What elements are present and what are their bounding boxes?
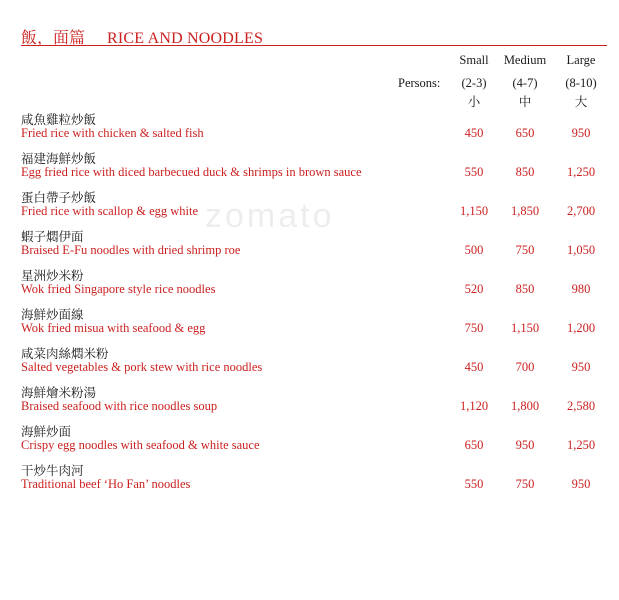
price-large: 1,250	[566, 438, 596, 452]
price-large: 950	[571, 126, 591, 140]
price-small: 1,120	[459, 399, 489, 413]
price-medium: 850	[515, 165, 535, 179]
price-large: 980	[571, 282, 591, 296]
persons-label: Persons:	[398, 76, 441, 90]
price-small: 450	[464, 126, 484, 140]
price-large: 1,200	[566, 321, 596, 335]
size-small-chinese: 小	[467, 95, 481, 109]
price-small: 550	[464, 477, 484, 491]
price-small: 650	[464, 438, 484, 452]
item-name-english: Egg fried rice with diced barbecued duck & shrimps in brown sauce	[21, 165, 362, 179]
section-title-chinese: 飯，面篇	[21, 30, 86, 47]
item-name-chinese: 海鮮燴米粉湯	[21, 386, 97, 400]
menu-item	[21, 305, 611, 341]
price-medium: 700	[515, 360, 535, 374]
price-large: 1,250	[566, 165, 596, 179]
item-name-chinese: 福建海鮮炒飯	[21, 152, 97, 166]
price-large: 950	[571, 477, 591, 491]
price-large: 2,580	[566, 399, 596, 413]
size-medium-range: (4-7)	[512, 76, 538, 90]
price-small: 500	[464, 243, 484, 257]
price-large: 1,050	[566, 243, 596, 257]
menu-item	[21, 110, 611, 146]
menu-item	[21, 188, 611, 224]
price-small: 520	[464, 282, 484, 296]
item-name-english: Crispy egg noodles with seafood & white sauce	[21, 438, 260, 452]
menu-item	[21, 422, 611, 458]
size-large-label: Large	[566, 53, 596, 67]
menu-item	[21, 227, 611, 263]
price-small: 1,150	[459, 204, 489, 218]
size-medium-label: Medium	[503, 53, 547, 67]
menu-item	[21, 461, 611, 497]
header-divider	[21, 45, 607, 46]
item-name-english: Wok fried Singapore style rice noodles	[21, 282, 216, 296]
price-large: 2,700	[566, 204, 596, 218]
item-name-chinese: 星洲炒米粉	[21, 269, 84, 283]
size-large-chinese: 大	[574, 95, 588, 109]
price-small: 450	[464, 360, 484, 374]
price-medium: 750	[515, 477, 535, 491]
item-name-chinese: 蛋白帶子炒飯	[21, 191, 97, 205]
section-title-english: RICE AND NOODLES	[107, 30, 264, 47]
item-name-english: Braised seafood with rice noodles soup	[21, 399, 218, 413]
price-small: 550	[464, 165, 484, 179]
price-medium: 1,150	[510, 321, 540, 335]
menu-item	[21, 344, 611, 380]
item-name-chinese: 咸菜肉絲燜米粉	[21, 347, 109, 361]
menu-item	[21, 383, 611, 419]
item-name-english: Salted vegetables & pork stew with rice noodles	[21, 360, 263, 374]
item-name-chinese: 海鮮炒面	[21, 425, 72, 439]
price-medium: 1,800	[510, 399, 540, 413]
item-name-english: Fried rice with scallop & egg white	[21, 204, 199, 218]
item-name-english: Braised E-Fu noodles with dried shrimp roe	[21, 243, 241, 257]
price-medium: 950	[515, 438, 535, 452]
item-name-chinese: 咸魚雞粒炒飯	[21, 113, 97, 127]
price-medium: 750	[515, 243, 535, 257]
item-name-chinese: 蝦子燜伊面	[21, 230, 84, 244]
price-medium: 650	[515, 126, 535, 140]
item-name-chinese: 海鮮炒面線	[21, 308, 84, 322]
price-small: 750	[464, 321, 484, 335]
size-medium-chinese: 中	[518, 95, 532, 109]
size-large-range: (8-10)	[565, 76, 597, 90]
item-name-english: Wok fried misua with seafood & egg	[21, 321, 206, 335]
size-small-range: (2-3)	[461, 76, 487, 90]
price-large: 950	[571, 360, 591, 374]
size-small-label: Small	[459, 53, 489, 67]
menu-item	[21, 266, 611, 302]
item-name-english: Traditional beef ‘Ho Fan’ noodles	[21, 477, 191, 491]
item-name-chinese: 干炒牛肉河	[21, 464, 84, 478]
menu-item	[21, 149, 611, 185]
price-medium: 1,850	[510, 204, 540, 218]
price-medium: 850	[515, 282, 535, 296]
zomato-watermark: zomato	[205, 197, 335, 235]
item-name-english: Fried rice with chicken & salted fish	[21, 126, 204, 140]
